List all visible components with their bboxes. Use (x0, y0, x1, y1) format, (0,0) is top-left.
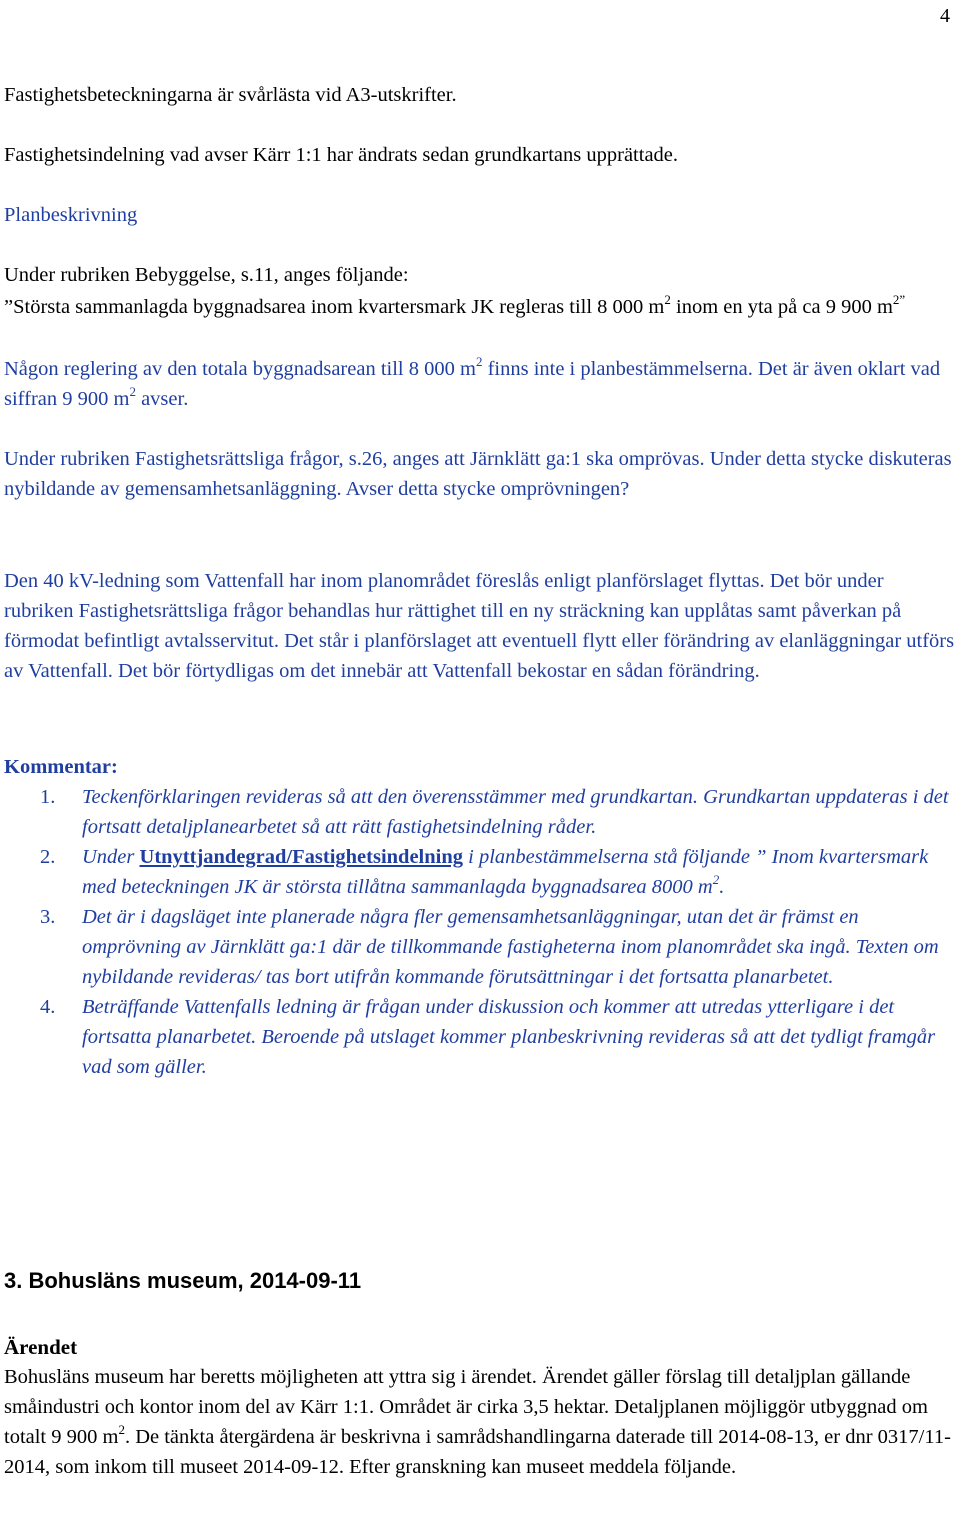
paragraph-40kv-ledning: Den 40 kV-ledning som Vattenfall har inom planområdet föreslås enligt planförslaget flyttas. Det bör under rubriken Fastighetsrättsliga frågor behandlas hur rättighet till en ny sträckning kan upplåtas samt påverkan på förmodat befintligt avtalsservitut. Det står i planförslaget att eventuell flytt eller förändring av elanläggningar utförs av Vattenfall. Det bör förtydligas om det innebär att Vattenfall bekostar en sådan förändring. (4, 570, 955, 682)
superscript: 2 (129, 384, 136, 399)
text-c: avser. (135, 388, 189, 410)
list-text: Beträffande Vattenfalls ledning är frågan under diskussion och kommer att utredas ytterligare i det fortsatta planarbetet. Beroende på utslaget kommer planbeskrivning revideras så att det tydligt framgår vad som gäller. (82, 996, 936, 1078)
list-text-end: . (719, 876, 725, 898)
list-text-post: i planbestämmelserna stå följande ” Inom kvartersmark med beteckningen JK är största tillåtna sammanlagda byggnadsarea 8000 m (82, 846, 929, 898)
list-number: 4. (40, 996, 56, 1018)
text-a: Bohusläns museum har beretts möjligheten att yttra sig i ärendet. Ärendet gäller förslag till detaljplan gällande småindustri och kontor inom del av Kärr 1:1. Området är cirka 3,5 hektar. Detaljplanen möjliggör utbyggnad om totalt 9 900 m (4, 1366, 928, 1448)
list-number: 3. (40, 906, 56, 928)
text-a: Någon reglering av den totala byggnadsarean till 8 000 m (4, 358, 476, 380)
text-b: finns inte i planbestämmelserna. Det är även oklart vad siffran 9 900 m (4, 358, 941, 410)
heading-kommentar: Kommentar: (4, 756, 118, 778)
quote-byggnadsarea (4, 292, 956, 322)
paragraph-bebyggelse: Under rubriken Bebyggelse, s.11, anges följande: (4, 264, 409, 286)
kommentar-list (4, 782, 956, 1082)
superscript: 2 (118, 1422, 125, 1437)
superscript: 2 (892, 292, 900, 307)
list-item (4, 902, 956, 992)
quote-text-b: inom en yta på ca 9 900 m (670, 296, 893, 318)
quote-text-a: ”Största sammanlagda byggnadsarea inom kvartersmark JK regleras till 8 000 m (4, 296, 665, 318)
paragraph-reglering (4, 354, 956, 414)
paragraph-fastighetsrattsliga: Under rubriken Fastighetsrättsliga frågor, s.26, anges att Järnklätt ga:1 ska omprövas. Under detta stycke diskuteras nybildande av gemensamhetsanläggning. Avser detta stycke omprövningen? (4, 448, 952, 500)
page-number: 4 (940, 5, 950, 27)
list-item (4, 992, 956, 1082)
section-heading-bohuslans-museum: 3. Bohusläns museum, 2014-09-11 (4, 1268, 362, 1293)
superscript: 2 (712, 872, 720, 887)
text-b: . De tänkta återgärdena är beskrivna i samrådshandlingarna daterade till 2014-08-13, er dnr 0317/11-2014, som inkom till museet 2014-09-12. Efter granskning kan museet meddela följande. (4, 1426, 951, 1478)
superscript: 2 (475, 354, 483, 369)
quote-close: ” (899, 292, 906, 307)
list-text: Teckenförklaringen revideras så att den överensstämmer med grundkartan. Grundkartan uppdateras i det fortsatt detaljplanearbetet så att rätt fastighetsindelning råder. (82, 786, 949, 838)
list-number: 2. (40, 846, 56, 868)
list-item (4, 842, 956, 902)
paragraph-arendet (4, 1362, 956, 1482)
list-text-pre: Under (82, 846, 140, 868)
heading-planbeskrivning: Planbeskrivning (4, 204, 138, 226)
heading-arendet: Ärendet (4, 1335, 78, 1359)
list-text-bold: Utnyttjandegrad/Fastighetsindelning (139, 846, 463, 868)
list-number: 1. (40, 786, 56, 808)
paragraph-fastighetsbeteckningar: Fastighetsbeteckningarna är svårlästa vid A3-utskrifter. (4, 84, 457, 106)
superscript: 2 (664, 292, 671, 307)
list-text: Det är i dagsläget inte planerade några fler gemensamhetsanläggningar, utan det är främst en omprövning av Järnklätt ga:1 där de tillkommande fastigheterna inom planområdet ska ingå. Texten om nybildande revideras/ tas bort utifrån kommande förutsättningar i det fortsatta planarbetet. (82, 906, 939, 988)
paragraph-fastighetsindelning: Fastighetsindelning vad avser Kärr 1:1 har ändrats sedan grundkartans upprättade. (4, 144, 679, 166)
list-item (4, 782, 956, 842)
